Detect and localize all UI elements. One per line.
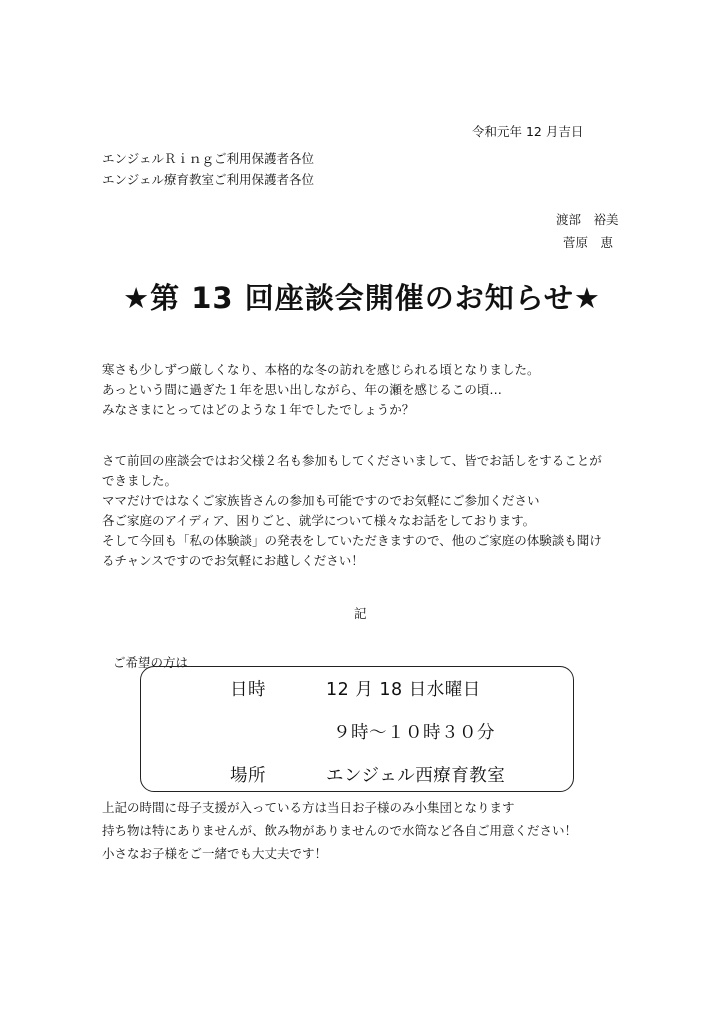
time-value: ９時～１０時３０分 bbox=[333, 723, 495, 743]
recipient-line-1: エンジェルＲｉｎｇご利用保護者各位 bbox=[102, 151, 314, 166]
sender-name-1: 渡部 裕美 bbox=[556, 212, 619, 227]
greeting-line: みなさまにとってはどのような１年でしたでしょうか？ bbox=[102, 402, 415, 417]
greeting-paragraph bbox=[102, 360, 540, 420]
body-paragraph bbox=[102, 451, 602, 571]
note-line-2: 持ち物は特にありませんが、飲み物がありませんので水筒など各自ご用意ください！ bbox=[102, 823, 578, 838]
note-line-1: 上記の時間に母子支援が入っている方は当日お子様のみ小集団となります bbox=[102, 800, 515, 815]
body-line: さて前回の座談会ではお父様２名も参加もしてくださいまして、皆でお話しをすることが bbox=[102, 453, 602, 468]
body-line: るチャンスですのでお気軽にお越しください！ bbox=[102, 553, 364, 568]
body-line: 各ご家庭のアイディア、困りごと、就学について様々なお話をしております。 bbox=[102, 513, 536, 528]
notice-title: ★第 13 回座談会開催のお知らせ★ bbox=[123, 281, 601, 315]
place-value: エンジェル西療育教室 bbox=[326, 766, 506, 786]
greeting-line: あっという間に過ぎた１年を思い出しながら、年の瀬を感じるこの頃… bbox=[102, 382, 502, 397]
issue-date: 令和元年 12 月吉日 bbox=[472, 124, 584, 139]
date-label: 日時 bbox=[230, 680, 266, 700]
place-label: 場所 bbox=[230, 766, 266, 786]
body-line: ママだけではなくご家族皆さんの参加も可能ですのでお気軽にご参加ください bbox=[102, 493, 540, 508]
date-value: 12 月 18 日水曜日 bbox=[326, 680, 481, 700]
note-line-3: 小さなお子様をご一緒でも大丈夫です！ bbox=[102, 846, 328, 861]
recipient-line-2: エンジェル療育教室ご利用保護者各位 bbox=[102, 172, 314, 187]
ki-heading: 記 bbox=[354, 606, 367, 621]
sender-name-2: 菅原 恵 bbox=[563, 235, 614, 250]
body-line: そして今回も「私の体験談」の発表をしていただきますので、他のご家庭の体験談も聞け bbox=[102, 533, 602, 548]
greeting-line: 寒さも少しずつ厳しくなり、本格的な冬の訪れを感じられる頃となりました。 bbox=[102, 362, 540, 377]
wish-label: ご希望の方は bbox=[113, 655, 189, 670]
body-line: できました。 bbox=[102, 473, 178, 488]
